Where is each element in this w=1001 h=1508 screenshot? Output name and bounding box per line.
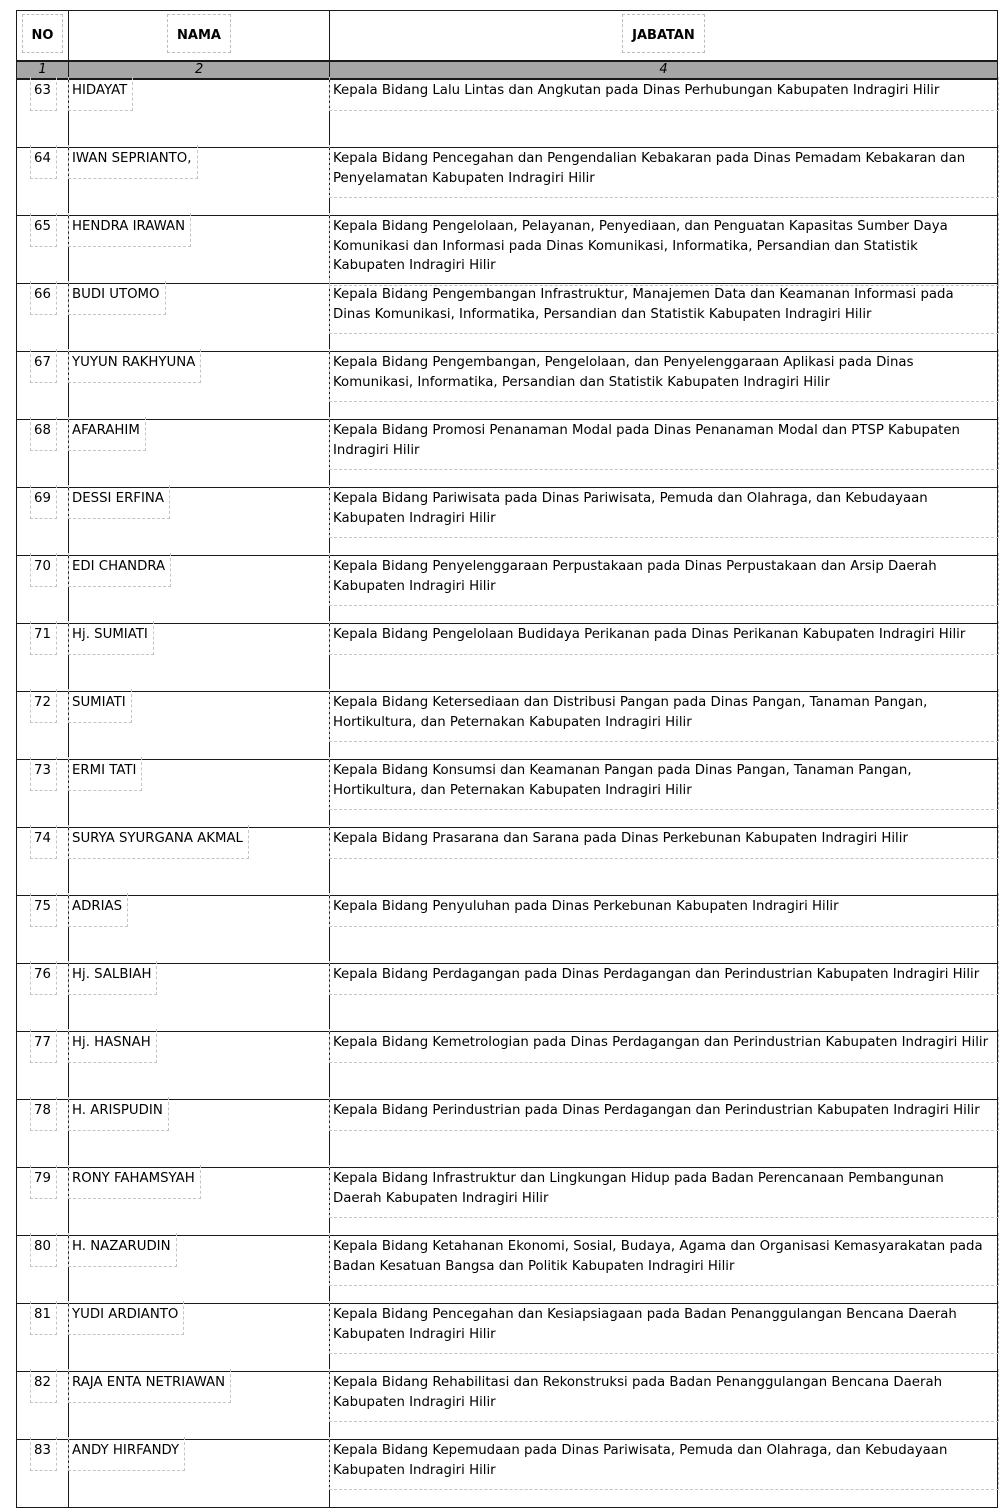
table-row: [17, 896, 998, 964]
row-position: Kepala Bidang Perindustrian pada Dinas Perdagangan dan Perindustrian Kabupaten Indragiri Hilir: [333, 1101, 993, 1121]
row-name: YUYUN RAKHYUNA: [72, 353, 195, 373]
row-position: Kepala Bidang Kepemudaan pada Dinas Pariwisata, Pemuda dan Olahraga, dan Kebudayaan Kabupaten Indragiri Hilir: [333, 1441, 993, 1480]
row-position-cell: [330, 216, 998, 284]
table-row: [17, 556, 998, 624]
row-position: Kepala Bidang Promosi Penanaman Modal pada Dinas Penanaman Modal dan PTSP Kabupaten Indragiri Hilir: [333, 421, 993, 460]
row-name-cell: [69, 692, 330, 760]
row-name: SURYA SYURGANA AKMAL: [72, 829, 243, 849]
row-name-cell: [69, 760, 330, 828]
table-row: [17, 964, 998, 1032]
row-name: HIDAYAT: [72, 81, 127, 101]
row-name: RAJA ENTA NETRIAWAN: [72, 1373, 225, 1393]
row-number-cell: [17, 1372, 69, 1440]
row-number: 77: [34, 1033, 51, 1053]
row-position-cell: [330, 1304, 998, 1372]
row-name-cell: [69, 1440, 330, 1508]
row-number: 73: [34, 761, 51, 781]
row-position: Kepala Bidang Penyelenggaraan Perpustakaan pada Dinas Perpustakaan dan Arsip Daerah Kabupaten Indragiri Hilir: [333, 557, 993, 596]
row-name-cell: [69, 828, 330, 896]
row-name: ERMI TATI: [72, 761, 136, 781]
row-name: EDI CHANDRA: [72, 557, 165, 577]
table-row: [17, 1440, 998, 1508]
row-name-cell: [69, 488, 330, 556]
row-name-cell: [69, 556, 330, 624]
row-number: 76: [34, 965, 51, 985]
row-number: 81: [34, 1305, 51, 1325]
header-row: [17, 11, 998, 62]
row-name: HENDRA IRAWAN: [72, 217, 185, 237]
row-position: Kepala Bidang Lalu Lintas dan Angkutan pada Dinas Perhubungan Kabupaten Indragiri Hilir: [333, 81, 993, 101]
row-name: H. NAZARUDIN: [72, 1237, 171, 1257]
row-position: Kepala Bidang Pariwisata pada Dinas Pariwisata, Pemuda dan Olahraga, dan Kebudayaan Kabupaten Indragiri Hilir: [333, 489, 993, 528]
row-position: Kepala Bidang Ketahanan Ekonomi, Sosial, Budaya, Agama dan Organisasi Kemasyarakatan pada Badan Kesatuan Bangsa dan Politik Kabupaten Indragiri Hilir: [333, 1237, 993, 1276]
table-row: [17, 352, 998, 420]
row-number: 79: [34, 1169, 51, 1189]
row-position-cell: [330, 1440, 998, 1508]
row-number-cell: [17, 828, 69, 896]
row-number-cell: [17, 1100, 69, 1168]
row-name: Hj. SUMIATI: [72, 625, 148, 645]
row-name-cell: [69, 624, 330, 692]
row-number: 71: [34, 625, 51, 645]
table-row: [17, 1168, 998, 1236]
row-number-cell: [17, 1304, 69, 1372]
row-name-cell: [69, 216, 330, 284]
row-name: DESSI ERFINA: [72, 489, 164, 509]
header-jabatan: [330, 11, 998, 62]
row-number: 72: [34, 693, 51, 713]
row-number-cell: [17, 760, 69, 828]
row-number-cell: [17, 692, 69, 760]
row-name-cell: [69, 1168, 330, 1236]
row-position: Kepala Bidang Infrastruktur dan Lingkungan Hidup pada Badan Perencanaan Pembangunan Daerah Kabupaten Indragiri Hilir: [333, 1169, 993, 1208]
row-number-cell: [17, 1236, 69, 1304]
row-number-cell: [17, 79, 69, 148]
row-number: 64: [34, 149, 51, 169]
header-jabatan-label: JABATAN: [626, 26, 701, 45]
row-name: ANDY HIRFANDY: [72, 1441, 179, 1461]
column-number-nama-label: 2: [195, 62, 204, 77]
table-row: [17, 488, 998, 556]
table-row: [17, 1372, 998, 1440]
column-number-jabatan: 4: [330, 61, 998, 79]
table-row: [17, 1304, 998, 1372]
row-name: SUMIATI: [72, 693, 126, 713]
table-row: [17, 79, 998, 148]
row-position: Kepala Bidang Pencegahan dan Pengendalian Kebakaran pada Dinas Pemadam Kebakaran dan Penyelamatan Kabupaten Indragiri Hilir: [333, 149, 993, 188]
row-name-cell: [69, 1372, 330, 1440]
row-number: 83: [34, 1441, 51, 1461]
header-nama: [69, 11, 330, 62]
row-position: Kepala Bidang Prasarana dan Sarana pada Dinas Perkebunan Kabupaten Indragiri Hilir: [333, 829, 993, 849]
row-position-cell: [330, 828, 998, 896]
table-row: [17, 216, 998, 284]
row-position: Kepala Bidang Pencegahan dan Kesiapsiagaan pada Badan Penanggulangan Bencana Daerah Kabupaten Indragiri Hilir: [333, 1305, 993, 1344]
row-number-cell: [17, 1440, 69, 1508]
header-no-label: NO: [26, 26, 60, 45]
row-name-cell: [69, 1236, 330, 1304]
row-position-cell: [330, 760, 998, 828]
row-position: Kepala Bidang Penyuluhan pada Dinas Perkebunan Kabupaten Indragiri Hilir: [333, 897, 993, 917]
row-number-cell: [17, 1168, 69, 1236]
row-number-cell: [17, 1032, 69, 1100]
row-name-cell: [69, 1304, 330, 1372]
row-position-cell: [330, 964, 998, 1032]
row-number: 80: [34, 1237, 51, 1257]
table-row: [17, 760, 998, 828]
row-number-cell: [17, 896, 69, 964]
row-position-cell: [330, 79, 998, 148]
row-name-cell: [69, 352, 330, 420]
row-position: Kepala Bidang Pengelolaan Budidaya Perikanan pada Dinas Perikanan Kabupaten Indragiri Hilir: [333, 625, 993, 645]
row-name: BUDI UTOMO: [72, 285, 160, 305]
row-name-cell: [69, 420, 330, 488]
row-number: 75: [34, 897, 51, 917]
row-number-cell: [17, 216, 69, 284]
column-number-nama: [69, 61, 330, 79]
row-name: IWAN SEPRIANTO,: [72, 149, 192, 169]
row-name: RONY FAHAMSYAH: [72, 1169, 195, 1189]
row-position-cell: [330, 1372, 998, 1440]
table-row: [17, 420, 998, 488]
row-position: Kepala Bidang Rehabilitasi dan Rekonstruksi pada Badan Penanggulangan Bencana Daerah Kabupaten Indragiri Hilir: [333, 1373, 993, 1412]
table-row: [17, 1236, 998, 1304]
table-row: [17, 1032, 998, 1100]
row-name: AFARAHIM: [72, 421, 140, 441]
row-number: 69: [34, 489, 51, 509]
table-row: [17, 624, 998, 692]
row-number: 74: [34, 829, 51, 849]
row-position-cell: [330, 488, 998, 556]
table-row: [17, 148, 998, 216]
row-position-cell: [330, 148, 998, 216]
row-position-cell: [330, 284, 998, 352]
officials-table: [16, 10, 998, 1508]
row-number-cell: [17, 284, 69, 352]
row-position-cell: [330, 1100, 998, 1168]
row-number-cell: [17, 352, 69, 420]
row-number: 68: [34, 421, 51, 441]
row-position-cell: [330, 1168, 998, 1236]
row-position-cell: [330, 896, 998, 964]
row-position: Kepala Bidang Kemetrologian pada Dinas Perdagangan dan Perindustrian Kabupaten Indragiri Hilir: [333, 1033, 993, 1053]
row-position: Kepala Bidang Pengelolaan, Pelayanan, Penyediaan, dan Penguatan Kapasitas Sumber Daya Komunikasi dan Informasi pada Dinas Komunikasi, Informatika, Persandian dan Statistik Kabupaten Indragiri Hilir: [333, 217, 993, 276]
row-number-cell: [17, 420, 69, 488]
row-position-cell: [330, 420, 998, 488]
row-number-cell: [17, 148, 69, 216]
row-name-cell: [69, 148, 330, 216]
row-number-cell: [17, 624, 69, 692]
header-no: [17, 11, 69, 62]
table-body: [17, 79, 998, 1508]
row-name-cell: [69, 964, 330, 1032]
row-name: ADRIAS: [72, 897, 122, 917]
table-row: [17, 284, 998, 352]
table-row: [17, 828, 998, 896]
column-number-row: [17, 61, 998, 79]
row-number: 63: [34, 81, 51, 101]
row-position-cell: [330, 692, 998, 760]
header-nama-label: NAMA: [171, 26, 227, 45]
row-position: Kepala Bidang Perdagangan pada Dinas Perdagangan dan Perindustrian Kabupaten Indragiri Hilir: [333, 965, 993, 985]
row-position-cell: [330, 556, 998, 624]
row-name-cell: [69, 284, 330, 352]
row-number-cell: [17, 964, 69, 1032]
row-position: Kepala Bidang Pengembangan, Pengelolaan, dan Penyelenggaraan Aplikasi pada Dinas Komunikasi, Informatika, Persandian dan Statistik Kabupaten Indragiri Hilir: [333, 353, 993, 392]
row-number-cell: [17, 488, 69, 556]
row-name-cell: [69, 79, 330, 148]
row-position: Kepala Bidang Konsumsi dan Keamanan Pangan pada Dinas Pangan, Tanaman Pangan, Hortikultura, dan Peternakan Kabupaten Indragiri Hilir: [333, 761, 993, 800]
row-position: Kepala Bidang Ketersediaan dan Distribusi Pangan pada Dinas Pangan, Tanaman Pangan, Hortikultura, dan Peternakan Kabupaten Indragiri Hilir: [333, 693, 993, 732]
row-name: H. ARISPUDIN: [72, 1101, 163, 1121]
table-row: [17, 1100, 998, 1168]
row-number: 67: [34, 353, 51, 373]
row-position: Kepala Bidang Pengembangan Infrastruktur, Manajemen Data dan Keamanan Informasi pada Dinas Komunikasi, Informatika, Persandian dan Statistik Kabupaten Indragiri Hilir: [333, 285, 993, 324]
column-number-no: 1: [17, 61, 69, 79]
row-number-cell: [17, 556, 69, 624]
row-position-cell: [330, 1032, 998, 1100]
row-number: 65: [34, 217, 51, 237]
row-name: YUDI ARDIANTO: [72, 1305, 178, 1325]
row-name-cell: [69, 1100, 330, 1168]
row-number: 78: [34, 1101, 51, 1121]
row-position-cell: [330, 1236, 998, 1304]
table-row: [17, 692, 998, 760]
row-position-cell: [330, 352, 998, 420]
row-number: 66: [34, 285, 51, 305]
row-name: Hj. HASNAH: [72, 1033, 151, 1053]
row-name-cell: [69, 1032, 330, 1100]
row-number: 70: [34, 557, 51, 577]
row-position-cell: [330, 624, 998, 692]
row-name-cell: [69, 896, 330, 964]
row-name: Hj. SALBIAH: [72, 965, 151, 985]
row-number: 82: [34, 1373, 51, 1393]
